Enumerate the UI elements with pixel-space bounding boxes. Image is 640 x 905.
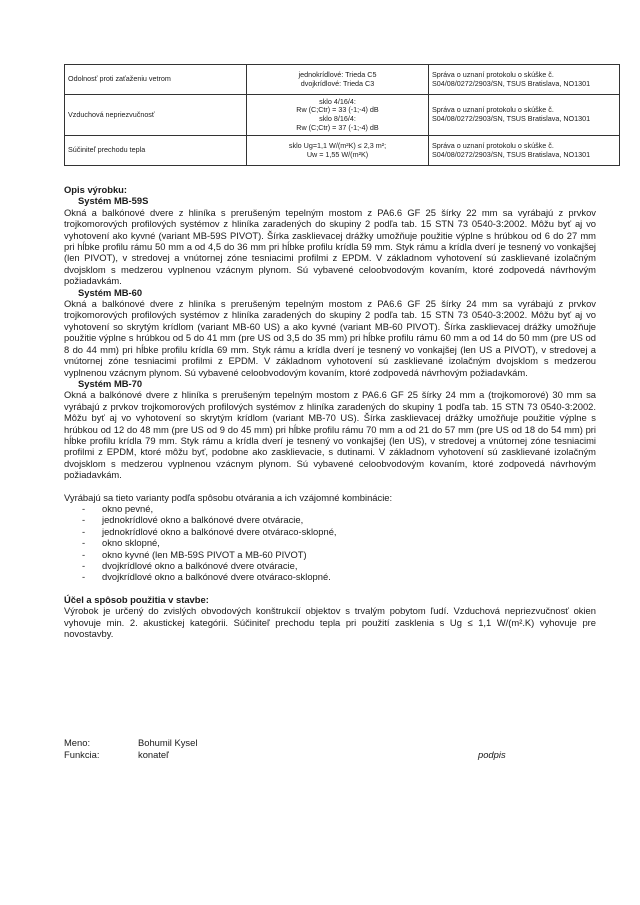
list-item: - okno pevné, [94,503,596,514]
value-line: jednokrídlové: Trieda C5 [298,69,377,79]
system-title: Systém MB-70 [78,377,143,389]
system-description: Okná a balkónové dvere z hliníka s prerušeným tepelným mostom z PA6.6 GF 25 šírky 24 mm a (trojkomorové) 30 mm sa vyrábajú z prvkov trojkomorových profilových systémov z hliníka zaradených do skupiny 1 podľa tab. 15 STN 73 0540-3:2002. Môžu byť aj vo vyhotovení so skrytým krídlom (variant MB-70 US). Šírka zasklievacej drážky umožňuje použitie výplne s hrúbkou od 12 do 48 mm (pre US od 9 do 45 mm) pri hĺbke profilu rámu 70 mm a od 21 do 57 mm (pre US od 18 do 54 mm) pri hĺbke profilu krídla 79 mm. Styk rámu a krídla dverí je tesnený vo vonkajšej (len US), v stredovej a vnútornej zóne tesniacimi profilmi z EPDM, ktoré môžu byť, podobne ako zasklievacie, s dutinami. V základnom vyhotovení sú zasklievané izolačným dvojsklom s medzerou vyplnenou vzácnym plynom. Sú vybavené celoobvodovým kovaním, ktoré zodpovedá návrhovým požiadavkám. [64,389,596,481]
list-item: - okno sklopné, [94,537,596,548]
value-line: Uw = 1,55 W/(m²K) [306,149,369,159]
signature-block [64,737,596,761]
value-line: dvojkrídlové: Trieda C3 [300,78,375,88]
variants-intro: Vyrábajú sa tieto varianty podľa spôsobu otvárania a ich vzájomné kombinácie: [64,491,393,503]
system-description: Okná a balkónové dvere z hliníka s prerušeným tepelným mostom z PA6.6 GF 25 šírky 24 mm sa vyrábajú z prvkov trojkomorových profilových systémov z hliníka zaradených do skupiny 2 podľa tab. 15 STN 73 0540-3:2002. Môžu byť aj vo vyhotovení so skrytým krídlom (variant MB-60 US) a ako kyvné (variant MB-60 PIVOT). Šírka zasklievacej drážky umožňuje použitie výplne s hrúbkou od 5 do 41 mm (pre US od 3,5 do 35 mm) pri hĺbke profilu rámu 60 mm a od 14 do 50 mm (pre US od 8 do 44 mm) pri hĺbke profilu krídla 69 mm. Styk rámu a krídla dverí je tesnený vo vonkajšej (len US a PIVOT), v stredovej a vnútornej zóne tesniacimi profilmi z EPDM. V základnom vyhotovení sú zasklievané izolačným dvojsklom s medzerou vyplnenou vzácnym plynom. Sú vybavené celoobvodovým kovaním, ktoré zodpovedá návrhovým požiadavkám. [64,298,596,378]
table-row [65,136,620,166]
role-label: Funkcia: [64,749,100,760]
system-title: Systém MB-60 [78,286,143,298]
property-cell: Vzduchová nepriezvučnosť [65,95,247,136]
variants-list [64,503,596,583]
list-item: - jednokrídlové okno a balkónové dvere otváracie, [94,514,596,525]
list-item: - jednokrídlové okno a balkónové dvere otváraco-sklopné, [94,526,596,537]
value-line: sklo 4/16/4: [319,96,356,106]
property-cell: Odolnosť proti zaťaženiu vetrom [65,65,247,95]
value-line: Rw (C;Ctr) = 37 (-1;-4) dB [296,122,379,132]
name-label: Meno: [64,737,91,748]
reference-cell: Správa o uznaní protokolu o skúške č. S04/08/0272/2903/SN, TSUS Bratislava, NO1301 [429,136,620,166]
table-row [65,65,620,95]
list-item: - dvojkrídlové okno a balkónové dvere otváraco-sklopné. [94,571,596,582]
system-description: Okná a balkónové dvere z hliníka s prerušeným tepelným mostom z PA6.6 GF 25 šírky 22 mm sa vyrábajú z prvkov trojkomorových profilových systémov z hliníka zaradených do skupiny 2 podľa tab. 15 STN 73 0540-3:2002. Môžu byť aj vo vyhotovení ako kyvné (variant MB-59S PIVOT). Šírka zasklievacej drážky umožňuje použitie výplne s hrúbkou od 6 do 27 mm pri hĺbke profilu rámu 50 mm a od 4,5 do 36 mm pri hĺbke profilu krídla 59 mm. Styk rámu a krídla dverí je tesnený vo vonkajšej (len PIVOT), v stredovej a vnútornej zóne tesniacimi profilmi z EPDM. V základnom vyhotovení sú zasklievané izolačným dvojsklom s medzerou vyplnenou vzácnym plynom. Sú vybavené celoobvodovým kovaním, ktoré zodpovedá návrhovým požiadavkám. [64,206,596,287]
property-cell: Súčiniteľ prechodu tepla [65,136,247,166]
document-body [64,184,596,639]
reference-cell: Správa o uznaní protokolu o skúške č. S04/08/0272/2903/SN, TSUS Bratislava, NO1301 [429,65,620,95]
value-line: sklo Ug=1,1 W/(m²K) ≤ 2,3 m²; [288,140,387,150]
system-title: Systém MB-59S [78,195,149,207]
value-line: sklo 8/16/4: [319,114,356,123]
reference-cell: Správa o uznaní protokolu o skúške č. S04/08/0272/2903/SN, TSUS Bratislava, NO1301 [429,95,620,136]
name-value: Bohumil Kysel [138,737,198,748]
list-item: - okno kyvné (len MB-59S PIVOT a MB-60 PIVOT) [94,549,596,560]
signature-note: podpis [478,749,506,760]
value-line: Rw (C;Ctr) = 33 (-1;-4) dB [296,105,379,115]
usage-heading: Účel a spôsob použitia v stavbe: [64,593,209,605]
value-cell [247,136,429,166]
properties-table [64,64,620,166]
properties-table-wrapper [64,64,598,166]
table-row [65,95,620,136]
role-value: konateľ [138,749,169,760]
list-item: - dvojkrídlové okno a balkónové dvere otváracie, [94,560,596,571]
value-cell [247,65,429,95]
description-heading: Opis výrobku: [64,184,128,195]
value-cell [247,95,429,136]
usage-text: Výrobok je určený do zvislých obvodových konštrukcií objektov s trvalým pobytom ľudí. Vzduchová nepriezvučnosť okien vyhovuje min. 2. akustickej kategórii. Súčiniteľ prechodu tepla pri použití zasklenia s Ug ≤ 1,1 W/(m².K) vyhovuje pre novostavby. [64,605,596,640]
